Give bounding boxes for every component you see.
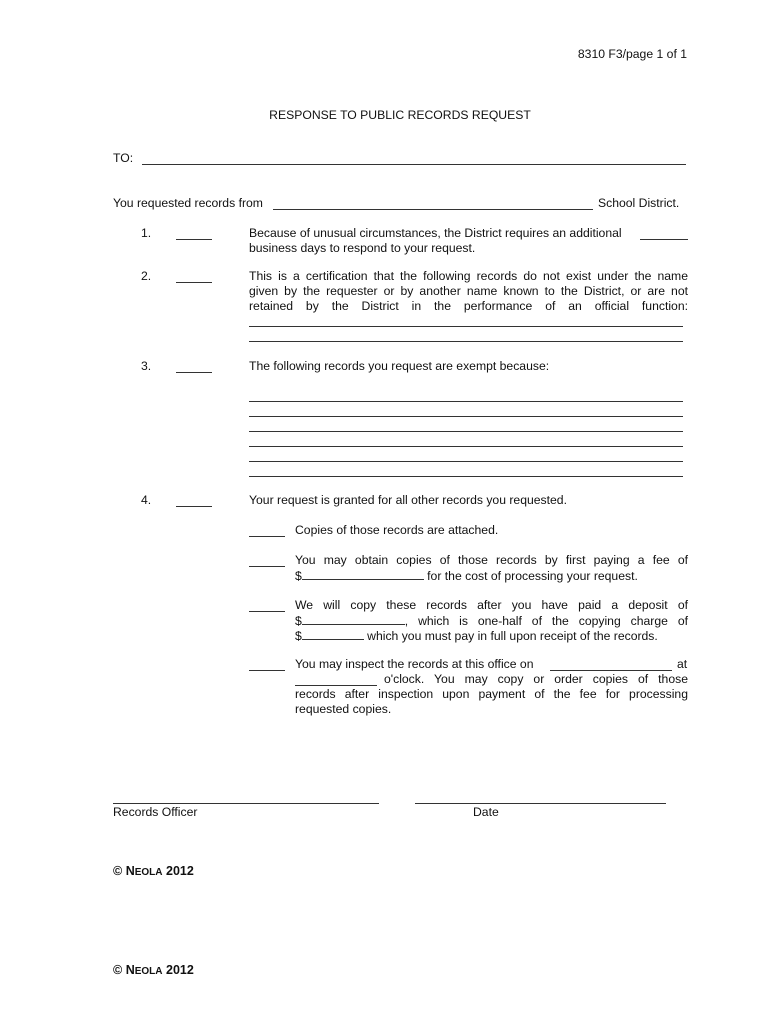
- item-number: 1.: [141, 226, 152, 240]
- to-field[interactable]: [142, 164, 686, 165]
- exemption-field[interactable]: [249, 416, 683, 417]
- option-text: We will copy these records after you have paid a deposit of: [295, 598, 688, 612]
- option-text-tail: , which is one-half of the copying charge of: [404, 614, 688, 628]
- option-text-tail: which you must pay in full upon receipt of the records.: [367, 629, 658, 643]
- option-text: at: [677, 657, 688, 671]
- option-check-field[interactable]: [249, 536, 285, 537]
- option-text: requested copies.: [295, 702, 392, 716]
- option-text: Copies of those records are attached.: [295, 523, 499, 537]
- item-check-field[interactable]: [176, 282, 212, 283]
- deposit-amount-field[interactable]: [302, 613, 405, 625]
- option-text: o'clock. You may copy or order copies of those: [384, 672, 688, 686]
- option-check-field[interactable]: [249, 566, 285, 567]
- dollar-sign: $: [295, 569, 302, 583]
- item-text: Your request is granted for all other records you requested.: [249, 493, 567, 507]
- date-label: Date: [473, 805, 499, 819]
- records-field[interactable]: [249, 341, 683, 342]
- option-text: You may inspect the records at this office on: [295, 657, 534, 671]
- item-number: 2.: [141, 269, 152, 283]
- dollar-sign: $: [295, 614, 302, 628]
- item-text: retained by the District in the performance of an official function:: [249, 299, 688, 313]
- exemption-field[interactable]: [249, 401, 683, 402]
- exemption-field[interactable]: [249, 476, 683, 477]
- item-text: The following records you request are exempt because:: [249, 359, 550, 373]
- inspection-time-field[interactable]: [295, 685, 377, 686]
- copyright-notice: © NEOLA 2012: [113, 864, 194, 878]
- option-text-tail: for the cost of processing your request.: [427, 569, 638, 583]
- records-field[interactable]: [249, 326, 683, 327]
- item-text: given by the requester or by another name known to the District, or are not: [249, 284, 688, 298]
- option-text: You may obtain copies of those records by first paying a fee of: [295, 553, 688, 567]
- page-reference: 8310 F3/page 1 of 1: [577, 47, 687, 61]
- item-number: 4.: [141, 493, 152, 507]
- item-text: Because of unusual circumstances, the District requires an additional: [249, 226, 622, 240]
- item-check-field[interactable]: [176, 239, 212, 240]
- fee-amount-field[interactable]: [302, 568, 424, 580]
- option-text: [295, 628, 658, 643]
- document-title: RESPONSE TO PUBLIC RECORDS REQUEST: [269, 108, 531, 122]
- inspection-date-field[interactable]: [550, 670, 672, 671]
- copyright-notice: © NEOLA 2012: [113, 963, 194, 977]
- exemption-field[interactable]: [249, 431, 683, 432]
- option-check-field[interactable]: [249, 670, 285, 671]
- option-text: records after inspection upon payment of the fee for processing: [295, 687, 688, 701]
- from-prefix: You requested records from: [113, 196, 263, 210]
- item-check-field[interactable]: [176, 372, 212, 373]
- item-check-field[interactable]: [176, 506, 212, 507]
- to-label: TO:: [113, 151, 134, 165]
- records-officer-label: Records Officer: [113, 805, 198, 819]
- option-text: [295, 613, 688, 628]
- school-district-field[interactable]: [273, 209, 593, 210]
- dollar-sign: $: [295, 629, 302, 643]
- item-text: business days to respond to your request.: [249, 241, 476, 255]
- exemption-field[interactable]: [249, 446, 683, 447]
- item-text: This is a certification that the following records do not exist under the name: [249, 269, 688, 283]
- remaining-amount-field[interactable]: [302, 628, 364, 640]
- option-text: [295, 568, 638, 583]
- date-signature-field[interactable]: [415, 803, 666, 804]
- additional-days-field[interactable]: [640, 239, 688, 240]
- from-suffix: School District.: [598, 196, 680, 210]
- exemption-field[interactable]: [249, 461, 683, 462]
- option-check-field[interactable]: [249, 611, 285, 612]
- records-officer-signature-field[interactable]: [113, 803, 379, 804]
- item-number: 3.: [141, 359, 152, 373]
